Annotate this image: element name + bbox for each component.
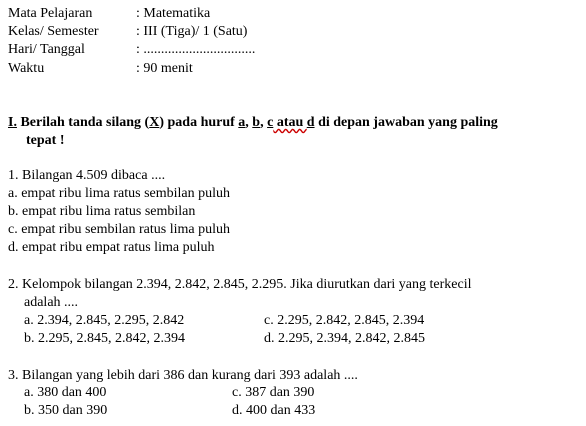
- question-1-text: 1. Bilangan 4.509 dibaca ....: [8, 168, 166, 183]
- question-3-option-b: b. 350 dan 390: [24, 403, 108, 418]
- instruction-letter-a: a: [238, 115, 246, 130]
- instruction-line-2: tepat !: [26, 133, 65, 148]
- instruction-sep2: ,: [260, 115, 268, 130]
- time-label: Waktu: [8, 61, 45, 76]
- instruction-x: X: [149, 115, 160, 130]
- instruction-sep1: ,: [245, 115, 253, 130]
- class-semester-label: Kelas/ Semester: [8, 24, 99, 39]
- instruction-letter-b: b: [252, 115, 261, 130]
- question-2-option-d: d. 2.295, 2.394, 2.842, 2.845: [264, 331, 425, 346]
- question-3-option-c: c. 387 dan 390: [232, 385, 315, 400]
- class-semester-value: : III (Tiga)/ 1 (Satu): [136, 24, 248, 39]
- instruction-part3: atau: [273, 115, 307, 130]
- question-3-option-d: d. 400 dan 433: [232, 403, 316, 418]
- question-1-option-b: b. empat ribu lima ratus sembilan: [8, 204, 196, 219]
- instruction-prefix: I.: [8, 115, 17, 130]
- subject-label: Mata Pelajaran: [8, 6, 93, 21]
- day-date-label: Hari/ Tanggal: [8, 42, 85, 57]
- question-2-option-c: c. 2.295, 2.842, 2.845, 2.394: [264, 313, 425, 328]
- question-1-option-d: d. empat ribu empat ratus lima puluh: [8, 240, 215, 255]
- instruction-part2: ) pada huruf: [159, 115, 239, 130]
- question-3-option-a: a. 380 dan 400: [24, 385, 107, 400]
- subject-value: : Matematika: [136, 6, 211, 21]
- instruction-part4: di depan jawaban yang paling: [314, 115, 498, 130]
- instruction-line-1: [8, 115, 498, 131]
- question-2-text: 2. Kelompok bilangan 2.394, 2.842, 2.845, 2.295. Jika diurutkan dari yang terkecil: [8, 277, 472, 292]
- instruction-letter-d: d: [306, 115, 315, 130]
- question-2-text-cont: adalah ....: [24, 295, 79, 310]
- question-1-option-a: a. empat ribu lima ratus sembilan puluh: [8, 186, 231, 201]
- day-date-value: : ................................: [136, 42, 256, 57]
- time-value: : 90 menit: [136, 61, 193, 76]
- question-2-option-a: a. 2.394, 2.845, 2.295, 2.842: [24, 313, 185, 328]
- question-1-option-c: c. empat ribu sembilan ratus lima puluh: [8, 222, 231, 237]
- question-2-option-b: b. 2.295, 2.845, 2.842, 2.394: [24, 331, 185, 346]
- question-3-text: 3. Bilangan yang lebih dari 386 dan kurang dari 393 adalah ....: [8, 368, 358, 383]
- instruction-letter-c: c: [267, 115, 274, 130]
- instruction-part1: Berilah tanda silang (: [16, 115, 150, 130]
